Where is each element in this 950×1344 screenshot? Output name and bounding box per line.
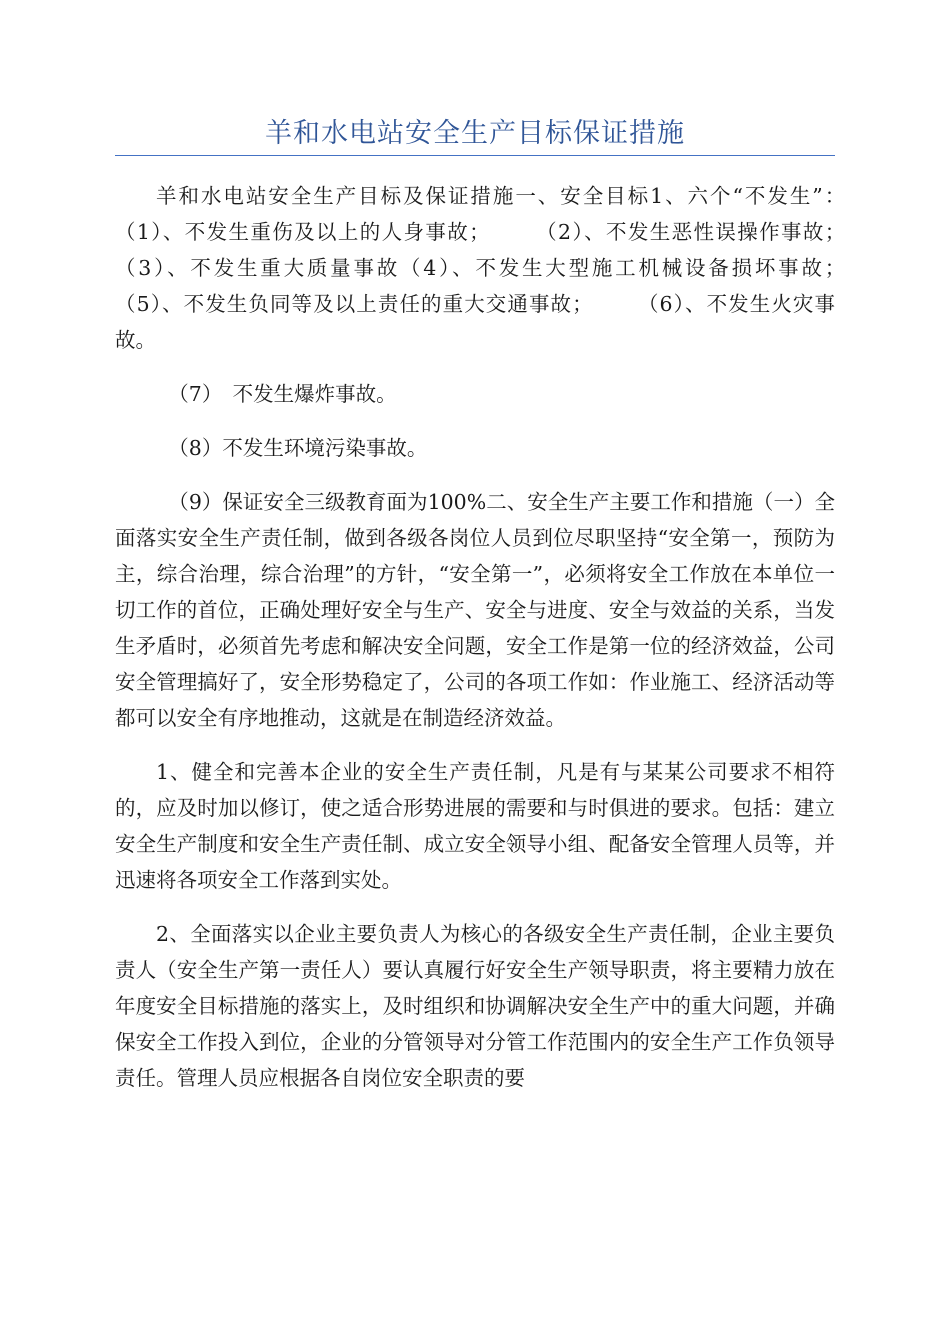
paragraph-item-7: （7） 不发生爆炸事故。 — [168, 382, 397, 406]
paragraph-point-1: 1、健全和完善本企业的安全生产责任制，凡是有与某某公司要求不相符的，应及时加以修订，使之适合形势进展的需要和与时俱进的要求。包括：建立安全生产制度和安全生产责任制、成立安全领导小组、配备安全管理人员等，并迅速将各项安全工作落到实处。 — [115, 760, 835, 892]
paragraph-safety-goals: 羊和水电站安全生产目标及保证措施一、安全目标1、六个“不发生”： （1）、不发生重伤及以上的人身事故； （2）、不发生恶性误操作事故； （3）、不发生重大质量事故（4）、不发生大型施工机械设备损坏事故； （5）、不发生负同等及以上责任的重大交通事故； （6）、不发生火灾事故。 — [115, 184, 897, 352]
title-underline — [115, 155, 835, 156]
paragraph-item-9-measures: （9）保证安全三级教育面为100%二、安全生产主要工作和措施（一）全面落实安全生产责任制，做到各级各岗位人员到位尽职坚持“安全第一，预防为主，综合治理，综合治理”的方针，“安全第一”，必须将安全工作放在本单位一切工作的首位，正确处理好安全与生产、安全与进度、安全与效益的关系，当发生矛盾时，必须首先考虑和解决安全问题，安全工作是第一位的经济效益，公司安全管理搞好了，安全形势稳定了，公司的各项工作如：作业施工、经济活动等都可以安全有序地推动，这就是在制造经济效益。 — [115, 490, 835, 730]
document-body — [115, 178, 897, 1096]
paragraph-point-2: 2、全面落实以企业主要负责人为核心的各级安全生产责任制，企业主要负责人（安全生产第一责任人）要认真履行好安全生产领导职责，将主要精力放在年度安全目标措施的落实上，及时组织和协调解决安全生产中的重大问题，并确保安全工作投入到位，企业的分管领导对分管工作范围内的安全生产工作负领导责任。管理人员应根据各自岗位安全职责的要 — [115, 922, 835, 1090]
paragraph-item-8: （8）不发生环境污染事故。 — [168, 436, 428, 460]
document-title: 羊和水电站安全生产目标保证措施 — [265, 118, 685, 149]
